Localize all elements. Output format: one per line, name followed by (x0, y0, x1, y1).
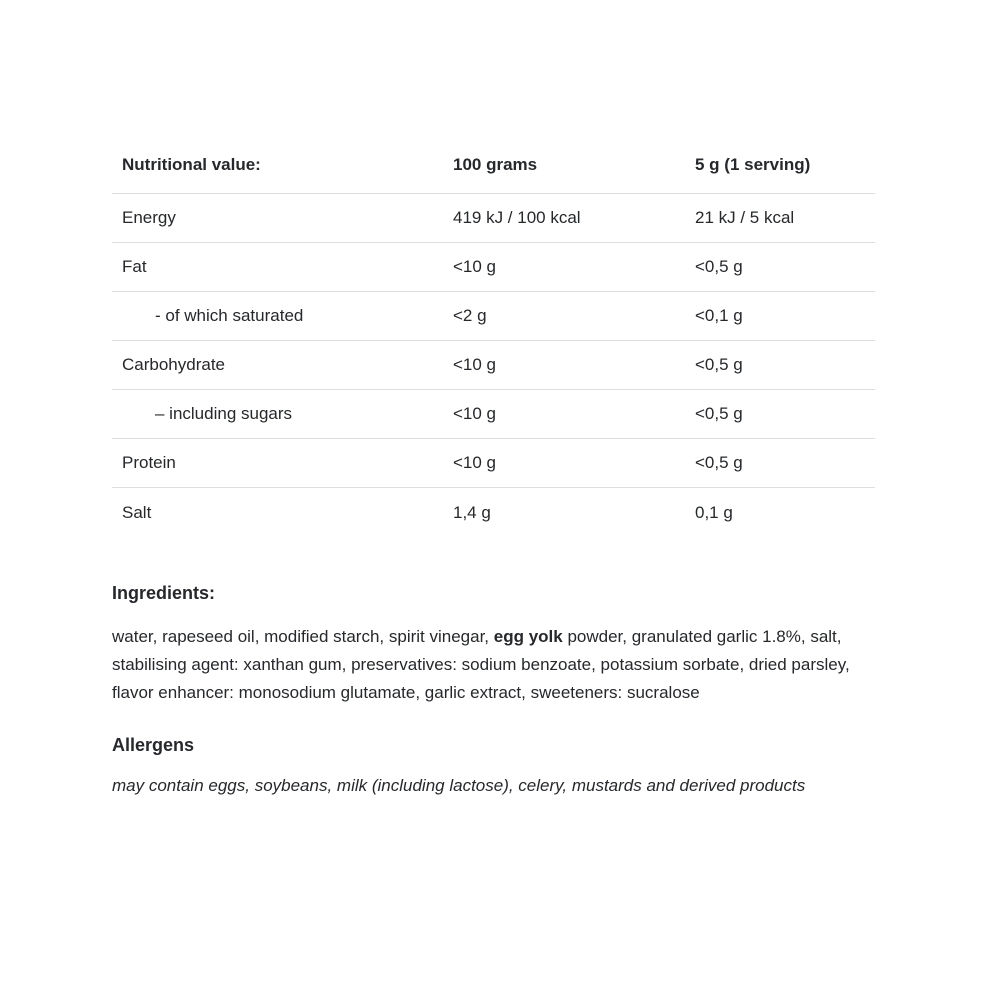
table-row (112, 292, 875, 341)
per-100g-value: 419 kJ / 100 kcal (453, 208, 581, 227)
nutrient-label: Carbohydrate (122, 355, 226, 374)
per-serving-value: <0,1 g (695, 306, 743, 325)
ingredients-text (112, 623, 852, 707)
ingredients-heading: Ingredients: (112, 583, 216, 603)
table-body (112, 194, 875, 537)
per-serving-value: 21 kJ / 5 kcal (695, 208, 795, 227)
nutrient-label: Energy (122, 208, 176, 227)
ingredients-text-end: powder, granulated garlic 1.8%, salt, stabilising agent: xanthan gum, preservatives: sodium benzoate, potassium sorbate, dried parsley, flavor enhancer: monosodium glutamate, garlic extract, sweeteners: sucralose (112, 627, 850, 702)
header-nutritional-value: Nutritional value: (122, 155, 261, 174)
nutrient-label: Protein (122, 453, 176, 472)
table-row (112, 341, 875, 390)
allergens-heading: Allergens (112, 735, 195, 755)
table-header-row (112, 155, 875, 194)
table-row (112, 439, 875, 488)
per-100g-value: <10 g (453, 257, 497, 276)
header-serving: 5 g (1 serving) (695, 155, 811, 174)
ingredients-text-start: water, rapeseed oil, modified starch, spirit vinegar, (112, 627, 494, 646)
table-row (112, 243, 875, 292)
nutrient-label: Fat (122, 257, 147, 276)
per-100g-value: 1,4 g (453, 502, 491, 522)
nutrient-label: – including sugars (155, 404, 293, 423)
table-row (112, 194, 875, 243)
per-serving-value: <0,5 g (695, 257, 743, 276)
nutrient-label: Salt (122, 502, 152, 522)
ingredients-bold-egg-yolk: egg yolk (493, 627, 563, 646)
nutrition-table (112, 155, 875, 537)
per-serving-value: <0,5 g (695, 453, 743, 472)
per-100g-value: <10 g (453, 404, 497, 423)
nutrient-label: - of which saturated (155, 306, 304, 325)
per-serving-value: 0,1 g (695, 502, 733, 522)
per-100g-value: <10 g (453, 453, 497, 472)
header-100-grams: 100 grams (453, 155, 538, 174)
per-serving-value: <0,5 g (695, 404, 743, 423)
product-nutrition-section (112, 155, 875, 800)
per-100g-value: <10 g (453, 355, 497, 374)
per-serving-value: <0,5 g (695, 355, 743, 374)
table-row (112, 488, 875, 537)
per-100g-value: <2 g (453, 306, 487, 325)
allergens-text: may contain eggs, soybeans, milk (including lactose), celery, mustards and derived products (112, 776, 806, 795)
table-row (112, 390, 875, 439)
